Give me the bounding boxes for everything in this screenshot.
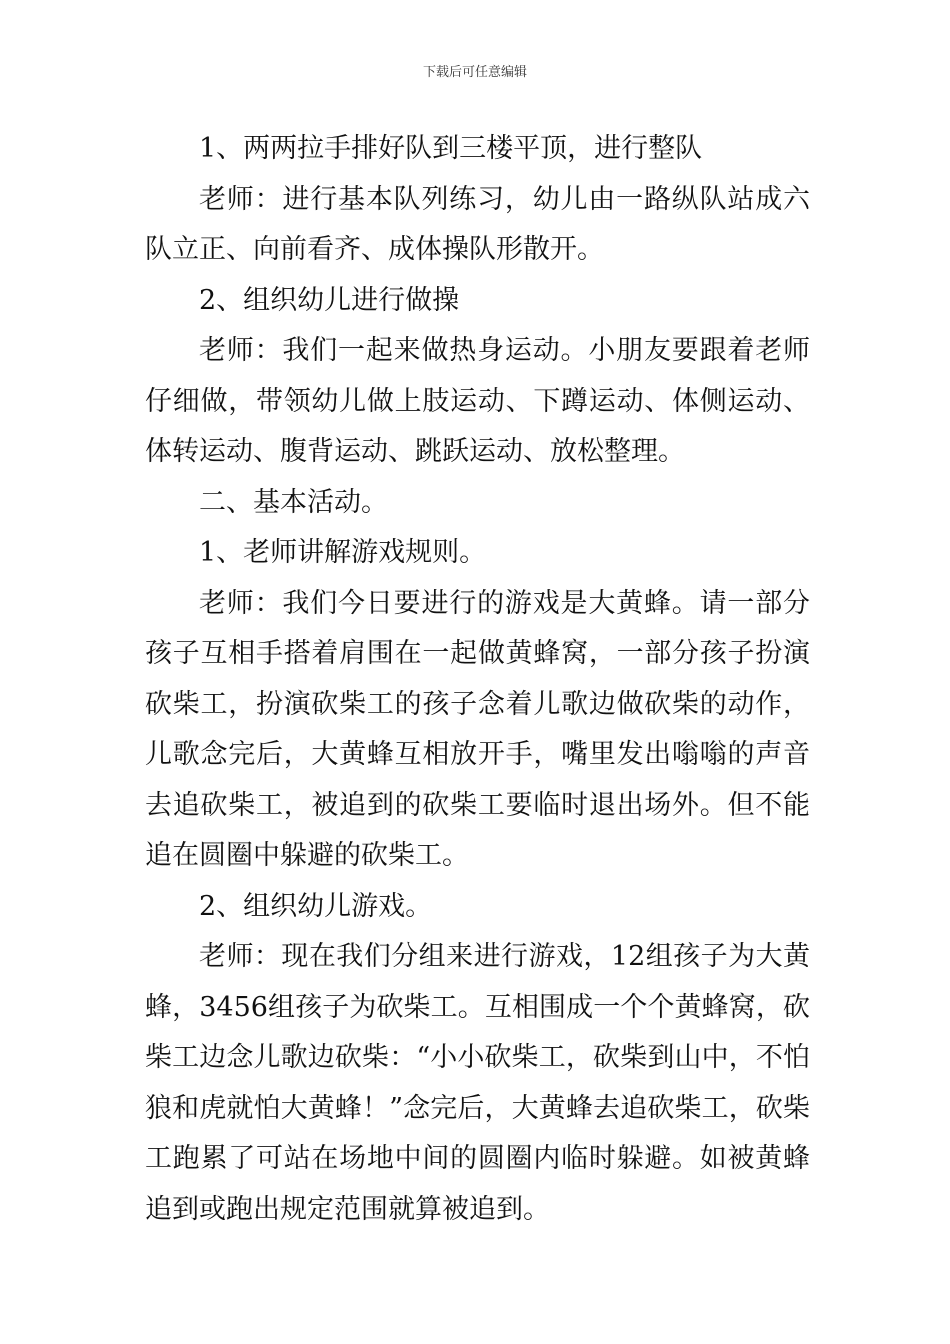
page-header-note: 下载后可任意编辑 bbox=[422, 65, 527, 80]
section-heading-basic-activity: 二、基本活动。 bbox=[199, 486, 388, 518]
paragraph-step-1-line-up: 1、两两拉手排好队到三楼平顶，进行整队 bbox=[199, 133, 703, 164]
paragraph-teacher-rules: 老师：我们今日要进行的游戏是大黄蜂。请一部分孩子互相手搭着肩围在一起做黄蜂窝，一部分孩子扮演砍柴工，扮演砍柴工的孩子念着儿歌边做砍柴的动作，儿歌念完后，大黄蜂互相放开手，嘴里发出嗡嗡的声音去追砍柴工，被追到的砍柴工要临时退出场外。但不能追在圆圈中躲避的砍柴工。 bbox=[145, 587, 810, 871]
paragraph-teacher-game: 老师：现在我们分组来进行游戏，12组孩子为大黄蜂，3456组孩子为砍柴工。互相围成一个个黄蜂窝，砍柴工边念儿歌边砍柴：“小小砍柴工，砍柴到山中，不怕狼和虎就怕大黄蜂！”念完后，大黄蜂去追砍柴工，砍柴工跑累了可站在场地中间的圆圈内临时躲避。如被黄蜂追到或跑出规定范围就算被追到。 bbox=[145, 941, 810, 1225]
paragraph-step-2-game: 2、组织幼儿游戏。 bbox=[199, 890, 433, 922]
paragraph-step-2-exercise: 2、组织幼儿进行做操 bbox=[199, 284, 460, 316]
paragraph-teacher-drill: 老师：进行基本队列练习，幼儿由一路纵队站成六队立正、向前看齐、成体操队形散开。 bbox=[145, 183, 810, 265]
paragraph-step-1-rules: 1、老师讲解游戏规则。 bbox=[199, 537, 487, 568]
paragraph-teacher-warmup: 老师：我们一起来做热身运动。小朋友要跟着老师仔细做，带领幼儿做上肢运动、下蹲运动、体侧运动、体转运动、腹背运动、跳跃运动、放松整理。 bbox=[145, 335, 810, 467]
document-body bbox=[145, 124, 810, 1235]
